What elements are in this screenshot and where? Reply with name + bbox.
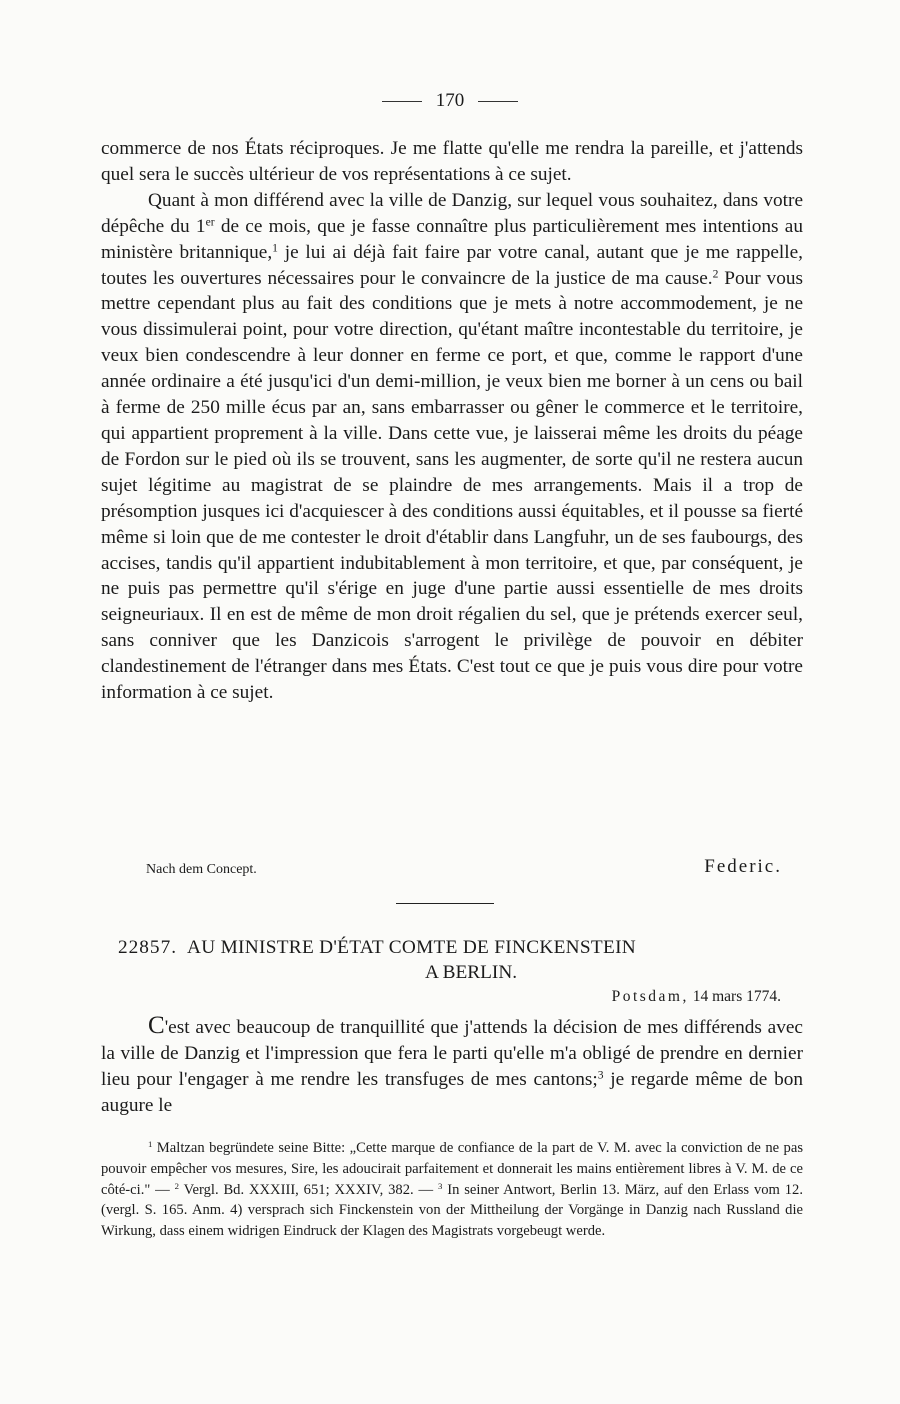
footnote-ref-3: 3 (597, 1068, 604, 1082)
letter-2-heading (118, 935, 798, 985)
paragraph-text: Pour vous mettre cependant plus au fait des conditions que je mets à notre accommodement, je ne vous dissimulerai point, pour votre direction, qu'étant maître incontestable du territoire, je veux bien condescendre à leur donner en ferme ce port, et que, comme le rapport d'une année ordinaire a été jusqu'ici d'un demi-million, je veux bien me borner à un cens ou bail à ferme de 250 mille écus par an, sans embarrasser ou gêner le commerce et le territoire, qui appartient proprement à la ville. Dans cette vue, je laisserai même les droits du péage de Fordon sur le pied où ils se trouvent, sans les augmenter, de sorte qu'il ne restera aucun sujet légitime au magistrat de se plaindre de mes arrangements. Mais il a trop de présomption jusques ici d'acquiescer à des conditions aussi équitables, et il pousse sa fierté même si loin que de me contester le droit d'établir dans Langfuhr, un de ses faubourgs, des accises, tandis qu'il appartient indubitablement à mon territoire, et que, par conséquent, je ne puis pas permettre qu'il s'érige en juge d'une partie aussi essentielle de mes droits seigneuriaux. Il en est de même de mon droit régalien du sel, que je prétends exercer seul, sans conniver que les Danzicois s'arrogent le privilège de pouvoir en débiter clandestinement de l'étranger dans mes États. C'est tout ce que je puis vous dire pour votre information à ce sujet. (101, 267, 803, 704)
footnote-block (101, 1138, 803, 1242)
section-divider (396, 903, 494, 904)
dateline-date: 14 mars 1774. (692, 988, 781, 1005)
dateline-place: Potsdam, (611, 988, 689, 1005)
footnote-ref-1: 1 (272, 241, 278, 255)
footnote-1-text: Maltzan begründete seine Bitte: „Cette marque de confiance de la part de V. M. avec la conviction de ne pas pouvoir empêcher vos mesures, Sire, les adoucirait parfaitement et donnerait les mains entièrement libres à V. M. de ce côté-ci." — (101, 1140, 803, 1198)
paragraph-text: 'est avec beaucoup de tranquillité que j'attends la décision de mes différends avec la ville de Danzig et l'impression que fera le parti qu'elle m'a obligé de prendre en dernier lieu pour l'engager à me rendre les transfuges de mes cantons; (101, 1017, 803, 1090)
letter-2-text (101, 1013, 803, 1119)
signature: Federic. (704, 856, 782, 877)
header-dash-right (478, 101, 518, 102)
paragraph-opening (101, 1013, 803, 1119)
footnote-mark-3: 3 (437, 1180, 443, 1191)
source-note: Nach dem Concept. (146, 862, 257, 877)
footnote-2-text: Vergl. Bd. XXXIII, 651; XXXIV, 382. — (179, 1181, 438, 1198)
letter-title-line-2: A BERLIN. (424, 962, 518, 983)
paragraph-text: je regarde même de bon augure le (101, 1069, 803, 1116)
paragraph-text: de ce mois, que je fasse connaître plus particulièrement mes intentions au ministère britannique, (101, 215, 803, 263)
footnote-mark-1: 1 (148, 1139, 153, 1150)
paragraph-danzig (101, 188, 803, 706)
paragraph-text: je lui ai déjà fait faire par votre canal, autant que je me rappelle, toutes les ouvertures nécessaires pour le convaincre de la justice de ma cause. (101, 241, 803, 289)
paragraph-text: Quant à mon différend avec la ville de Danzig, sur lequel vous souhaitez, dans votre dépêche du 1 (101, 189, 803, 237)
letter-1-text (101, 136, 803, 706)
letter-number: 22857. (118, 937, 178, 958)
superscript-er: er (205, 215, 215, 229)
initial-letter: C (148, 1012, 165, 1039)
page-header (0, 90, 900, 112)
footnote-mark-2: 2 (174, 1180, 179, 1191)
page-number: 170 (435, 90, 465, 111)
header-dash-left (382, 101, 422, 102)
footnote-ref-2: 2 (712, 267, 719, 281)
footnote-3-text: In seiner Antwort, Berlin 13. März, auf den Erlass vom 12. (vergl. S. 165. Anm. 4) versprach sich Finckenstein von der Mittheilung der Vorgänge in Danzig nach Russland die Wirkung, dass einem widrigen Eindruck der Klagen des Magistrats vorgebeugt werde. (101, 1181, 803, 1240)
paragraph-continued: commerce de nos États réciproques. Je me flatte qu'elle me rendra la pareille, et j'attends quel sera le succès ultérieur de vos représentations à ce sujet. (101, 138, 803, 185)
dateline (0, 988, 781, 1006)
letter-title: AU MINISTRE D'ÉTAT COMTE DE FINCKENSTEIN (187, 937, 637, 958)
footnotes (101, 1138, 803, 1242)
